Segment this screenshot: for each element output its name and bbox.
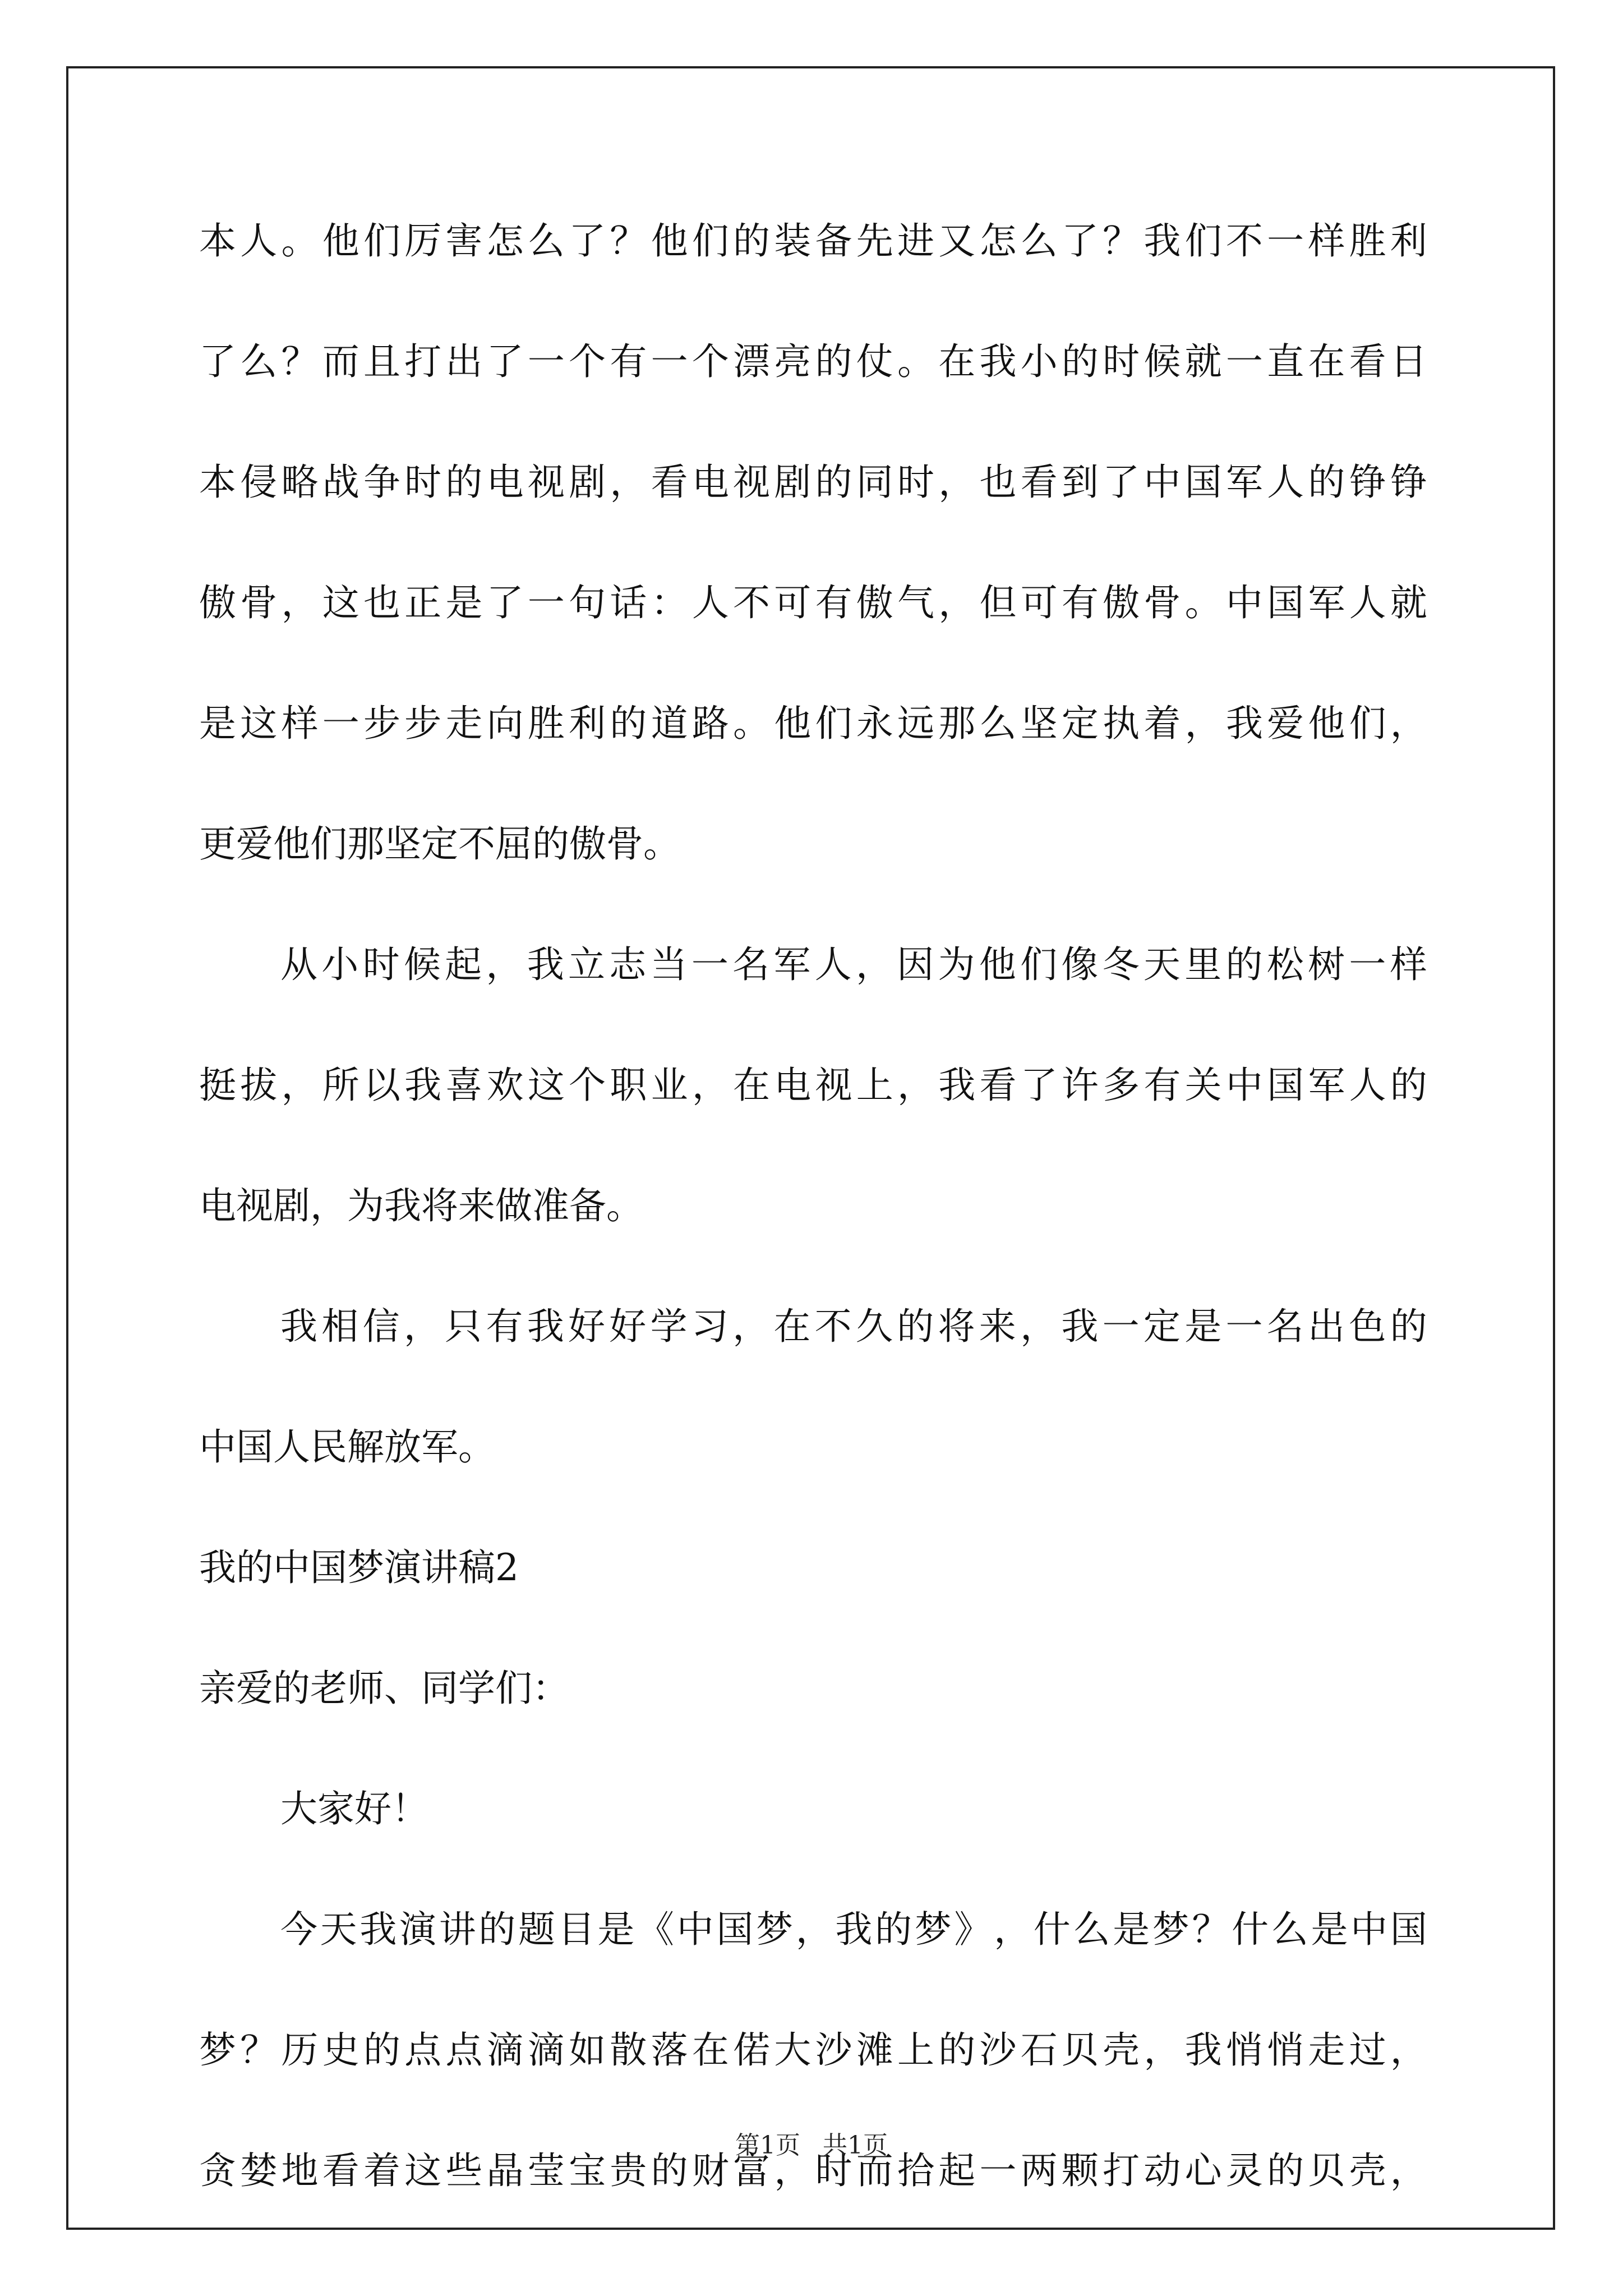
text-line: 是 这 样 一 步 步 走 向 胜 利 的 道 路 。 他 们 永 远 那 么 坚 定 执 着 ， 我 爱 他 们 ， <box>199 702 1427 745</box>
text-line: 贪 婪 地 看 着 这 些 晶 莹 宝 贵 的 财 富 ， 时 而 拾 起 一 两 颗 打 动 心 灵 的 贝 壳 ， <box>199 2149 1427 2192</box>
text-line: 亲爱的老师、同学们： <box>199 1667 569 1710</box>
text-line: 本 人 。 他 们 厉 害 怎 么 了 ？ 他 们 的 装 备 先 进 又 怎 么 了 ？ 我 们 不 一 样 胜 利 <box>199 219 1427 263</box>
text-line: 挺 拔 ， 所 以 我 喜 欢 这 个 职 业 ， 在 电 视 上 ， 我 看 了 许 多 有 关 中 国 军 人 的 <box>199 1064 1427 1107</box>
page-number: 第1页 <box>735 2131 800 2160</box>
text-line: 从 小 时 候 起 ， 我 立 志 当 一 名 军 人 ， 因 为 他 们 像 冬 天 里 的 松 树 一 样 <box>280 943 1427 986</box>
document-body <box>199 208 1427 2258</box>
page-total: 共1页 <box>823 2131 888 2160</box>
text-line: 大家好！ <box>280 1787 428 1830</box>
text-line: 今 天 我 演 讲 的 题 目 是 《 中 国 梦 ， 我 的 梦 》 ， 什 么 是 梦 ？ 什 么 是 中 国 <box>280 1908 1427 1951</box>
page-footer <box>0 2129 1623 2162</box>
text-line: 我的中国梦演讲稿2 <box>199 1546 519 1589</box>
text-line: 梦 ？ 历 史 的 点 点 滴 滴 如 散 落 在 偌 大 沙 滩 上 的 沙 石 贝 壳 ， 我 悄 悄 走 过 ， <box>199 2028 1427 2072</box>
text-line: 我 相 信 ， 只 有 我 好 好 学 习 ， 在 不 久 的 将 来 ， 我 一 定 是 一 名 出 色 的 <box>280 1305 1427 1348</box>
text-line: 了 么 ？ 而 且 打 出 了 一 个 有 一 个 漂 亮 的 仗 。 在 我 小 的 时 候 就 一 直 在 看 日 <box>199 340 1427 383</box>
text-line: 本 侵 略 战 争 时 的 电 视 剧 ， 看 电 视 剧 的 同 时 ， 也 看 到 了 中 国 军 人 的 铮 铮 <box>199 461 1427 504</box>
text-line: 中国人民解放军。 <box>199 1425 495 1469</box>
text-line: 电视剧，为我将来做准备。 <box>199 1184 643 1227</box>
text-line: 更爱他们那坚定不屈的傲骨。 <box>199 822 680 866</box>
text-line: 傲 骨 ， 这 也 正 是 了 一 句 话 ： 人 不 可 有 傲 气 ， 但 可 有 傲 骨 。 中 国 军 人 就 <box>199 581 1427 624</box>
